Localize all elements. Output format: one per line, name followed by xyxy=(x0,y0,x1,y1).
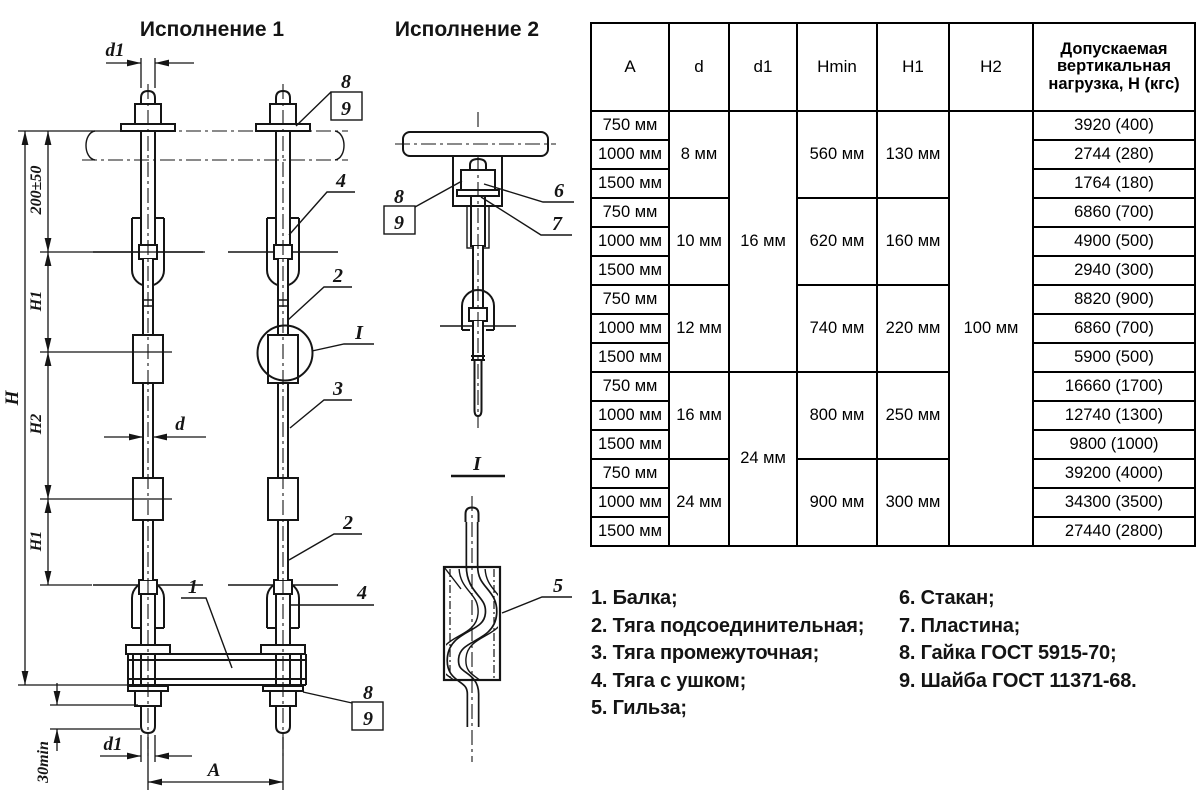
callout-1-beam: 1 xyxy=(188,576,198,598)
cell-hmin: 620 мм xyxy=(797,198,877,285)
cell-load: 34300 (3500) xyxy=(1033,488,1195,517)
cell-a: 1000 мм xyxy=(591,227,669,256)
cell-a: 1500 мм xyxy=(591,430,669,459)
cell-a: 1500 мм xyxy=(591,343,669,372)
cell-load: 8820 (900) xyxy=(1033,285,1195,314)
spec-table-body xyxy=(591,111,1195,546)
cell-load: 3920 (400) xyxy=(1033,111,1195,140)
dim-label-d: d xyxy=(175,414,185,435)
cell-a: 1500 мм xyxy=(591,169,669,198)
cell-load: 2744 (280) xyxy=(1033,140,1195,169)
col-header-d1: d1 xyxy=(729,23,797,111)
col-header-a: A xyxy=(591,23,669,111)
legend-item: 6. Стакан; xyxy=(899,587,995,609)
cell-load: 9800 (1000) xyxy=(1033,430,1195,459)
callout-6-cup: 6 xyxy=(554,180,564,202)
cell-d: 24 мм xyxy=(669,459,729,546)
cell-load: 27440 (2800) xyxy=(1033,517,1195,546)
legend-item: 9. Шайба ГОСТ 11371-68. xyxy=(899,669,1137,692)
cell-a: 750 мм xyxy=(591,285,669,314)
dim-label-h2: H2 xyxy=(28,413,45,435)
cell-d1: 16 мм xyxy=(729,111,797,372)
legend-item: 7. Пластина; xyxy=(899,614,1021,637)
cell-a: 1500 мм xyxy=(591,517,669,546)
cell-load: 6860 (700) xyxy=(1033,314,1195,343)
legend-item: 3. Тяга промежуточная; xyxy=(591,642,820,664)
callout-2-upper: 2 xyxy=(333,265,343,287)
legend-item: 2. Тяга подсоединительная; xyxy=(591,614,865,637)
cell-hmin: 740 мм xyxy=(797,285,877,372)
col-header-d: d xyxy=(669,23,729,111)
engineering-drawing xyxy=(0,0,590,806)
callout-8-v2: 8 xyxy=(394,186,404,208)
table-row xyxy=(591,459,1195,488)
detail-view-i xyxy=(440,453,572,762)
callout-9-bottom: 9 xyxy=(363,708,373,730)
cell-a: 1000 мм xyxy=(591,488,669,517)
legend-col-2 xyxy=(899,585,1199,723)
col-header-h2: H2 xyxy=(949,23,1033,111)
dim-label-30min: 30min xyxy=(35,741,52,783)
callout-detail-i: I xyxy=(355,322,363,344)
cell-load: 16660 (1700) xyxy=(1033,372,1195,401)
callout-3: 3 xyxy=(333,378,343,400)
cell-load: 6860 (700) xyxy=(1033,198,1195,227)
hanger-rod-2 xyxy=(228,84,338,758)
cell-a: 750 мм xyxy=(591,372,669,401)
cell-hmin: 900 мм xyxy=(797,459,877,546)
cell-load: 1764 (180) xyxy=(1033,169,1195,198)
callout-5-sleeve: 5 xyxy=(553,575,563,597)
cell-a: 1500 мм xyxy=(591,256,669,285)
cell-h1: 300 мм xyxy=(877,459,949,546)
cell-d: 10 мм xyxy=(669,198,729,285)
cell-load: 2940 (300) xyxy=(1033,256,1195,285)
legend-item: 8. Гайка ГОСТ 5915-70; xyxy=(899,642,1117,664)
callout-9-v2: 9 xyxy=(394,212,404,234)
cell-d1: 24 мм xyxy=(729,372,797,546)
callout-4-lower: 4 xyxy=(357,582,367,604)
cell-a: 1000 мм xyxy=(591,401,669,430)
cell-a: 750 мм xyxy=(591,459,669,488)
cell-h2: 100 мм xyxy=(949,111,1033,546)
version1-title: Исполнение 1 xyxy=(139,18,285,41)
callout-2-lower: 2 xyxy=(343,512,353,534)
callout-4-upper: 4 xyxy=(336,170,346,192)
detail-view-label: I xyxy=(473,453,481,475)
table-row xyxy=(591,285,1195,314)
cell-load: 4900 (500) xyxy=(1033,227,1195,256)
cell-load: 5900 (500) xyxy=(1033,343,1195,372)
legend-item: 5. Гильза; xyxy=(591,697,687,719)
cell-h1: 250 мм xyxy=(877,372,949,459)
table-row xyxy=(591,198,1195,227)
version2-title: Исполнение 2 xyxy=(394,18,540,41)
cell-load: 12740 (1300) xyxy=(1033,401,1195,430)
cell-a: 750 мм xyxy=(591,111,669,140)
spec-table xyxy=(590,22,1196,547)
cell-h1: 130 мм xyxy=(877,111,949,198)
cell-a: 1000 мм xyxy=(591,314,669,343)
dim-label-h: H xyxy=(2,390,23,406)
cell-hmin: 560 мм xyxy=(797,111,877,198)
table-header-row xyxy=(591,23,1195,111)
dim-label-200-50: 200±50 xyxy=(28,165,45,215)
legend-col-1 xyxy=(591,585,899,723)
dim-label-h1-upper: H1 xyxy=(28,290,45,312)
callout-8-top: 8 xyxy=(341,71,351,93)
cell-d: 8 мм xyxy=(669,111,729,198)
col-header-h1: H1 xyxy=(877,23,949,111)
callout-9-top: 9 xyxy=(341,98,351,120)
table-row xyxy=(591,372,1195,401)
cell-hmin: 800 мм xyxy=(797,372,877,459)
cell-h1: 220 мм xyxy=(877,285,949,372)
cell-d: 16 мм xyxy=(669,372,729,459)
cell-load: 39200 (4000) xyxy=(1033,459,1195,488)
cell-d: 12 мм xyxy=(669,285,729,372)
cell-a: 750 мм xyxy=(591,198,669,227)
cell-h1: 160 мм xyxy=(877,198,949,285)
parts-legend xyxy=(591,585,1199,723)
col-header-hmin: Hmin xyxy=(797,23,877,111)
hanger-rod-1 xyxy=(93,84,203,758)
legend-item: 1. Балка; xyxy=(591,587,678,609)
col-header-load: Допускаемая вертикальная нагрузка, Н (кгс) xyxy=(1033,23,1195,111)
dim-label-d1-bottom: d1 xyxy=(103,734,123,755)
version2-drawing xyxy=(384,112,574,428)
cell-a: 1000 мм xyxy=(591,140,669,169)
top-beam xyxy=(82,131,348,160)
dim-label-h1-lower: H1 xyxy=(28,530,45,552)
dim-label-d1-top: d1 xyxy=(105,40,125,61)
callout-8-bottom: 8 xyxy=(363,682,373,704)
table-row xyxy=(591,111,1195,140)
legend-item: 4. Тяга с ушком; xyxy=(591,669,747,692)
dim-label-a: A xyxy=(207,760,221,781)
callout-7-plate: 7 xyxy=(552,213,562,235)
